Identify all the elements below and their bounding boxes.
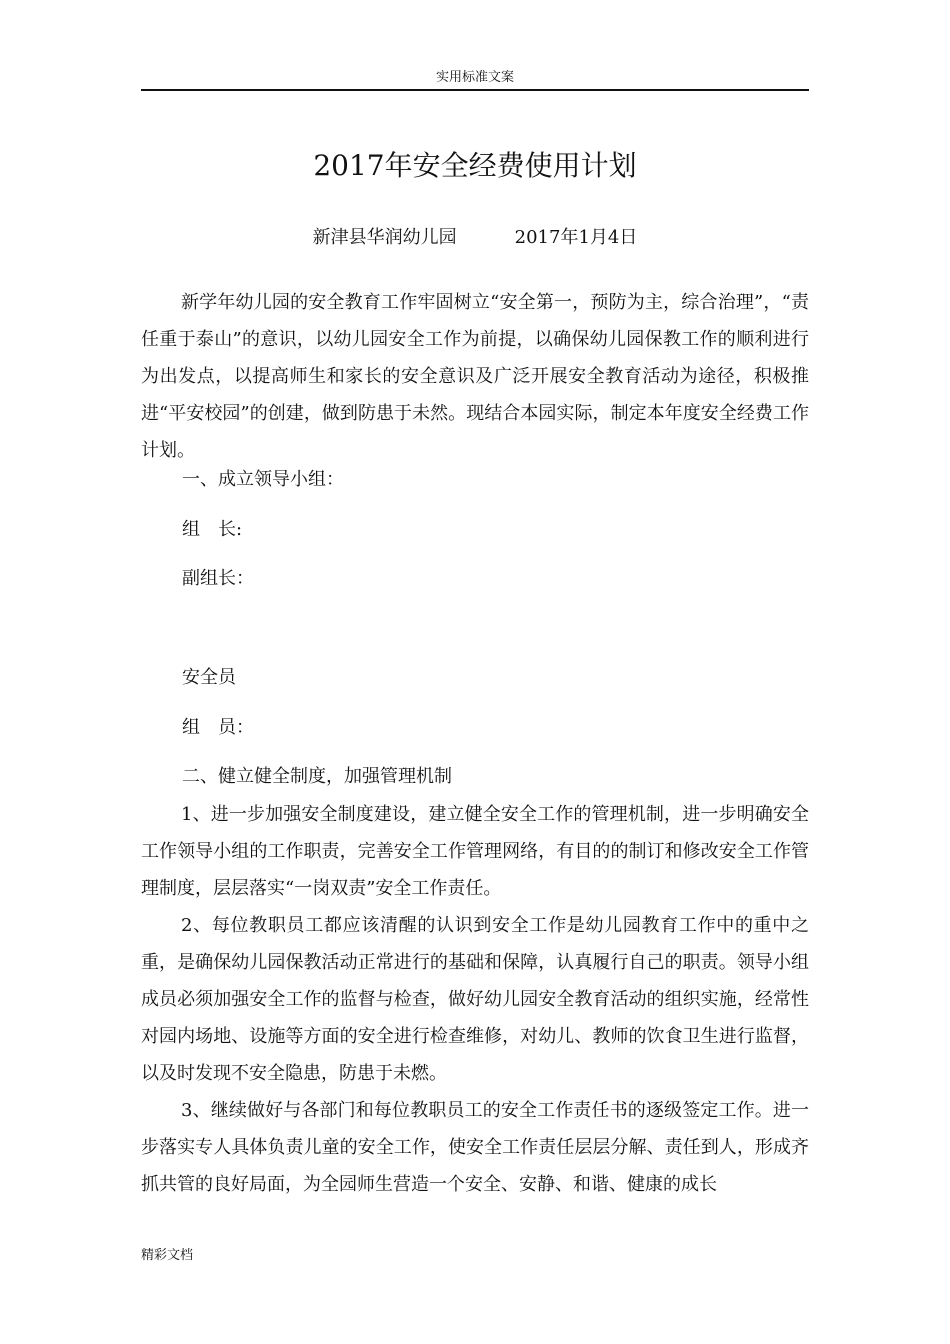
- page-header: 实用标准文案: [435, 70, 514, 85]
- intro-paragraph: 新学年幼儿园的安全教育工作牢固树立“安全第一，预防为主，综合治理”，“责任重于泰山”的意识，以幼儿园安全工作为前提，以确保幼儿园保教工作的顺利进行为出发点，以提高师生和家长的安全意识及广泛开展安全教育活动为途径，积极推进“平安校园”的创建，做到防患于未然。现结合本园实际，制定本年度安全经费工作计划。: [141, 292, 809, 461]
- section2-body: [141, 796, 809, 1203]
- members-line: 组 员：: [182, 717, 254, 738]
- organization-name: 新津县华润幼儿园: [312, 227, 457, 248]
- document-date: 2017年1月4日: [514, 227, 638, 248]
- document-meta: [141, 225, 809, 251]
- section2-heading: 二、健立健全制度，加强管理机制: [182, 766, 452, 787]
- header-rule: [141, 89, 809, 91]
- safety-officer-line: 安全员: [182, 667, 236, 688]
- section2-item-1: 1、进一步加强安全制度建设，建立健全安全工作的管理机制，进一步明确安全工作领导小组的工作职责，完善安全工作管理网络，有目的的制订和修改安全工作管理制度，层层落实“一岗双责”安全工作责任。: [141, 804, 809, 899]
- page-footer: 精彩文档: [141, 1248, 194, 1263]
- leader-line: 组 长:: [182, 519, 243, 540]
- deputy-leader-line: 副组长：: [182, 568, 254, 589]
- document-title: 2017年安全经费使用计划: [313, 149, 637, 182]
- section2-item-2: 2、每位教职员工都应该清醒的认识到安全工作是幼儿园教育工作中的重中之重，是确保幼儿园保教活动正常进行的基础和保障，认真履行自己的职责。领导小组成员必须加强安全工作的监督与检查，做好幼儿园安全教育活动的组织实施，经常性对园内场地、设施等方面的安全进行检查维修，对幼儿、教师的饮食卫生进行监督，以及时发现不安全隐患，防患于未燃。: [141, 915, 809, 1084]
- section2-item-3: 3、继续做好与各部门和每位教职员工的安全工作责任书的逐级签定工作。进一步落实专人具体负责儿童的安全工作，使安全工作责任层层分解、责任到人，形成齐抓共管的良好局面，为全园师生营造一个安全、安静、和谐、健康的成长: [141, 1100, 809, 1195]
- section1-heading: 一、成立领导小组：: [182, 469, 344, 490]
- intro-section: [141, 284, 809, 469]
